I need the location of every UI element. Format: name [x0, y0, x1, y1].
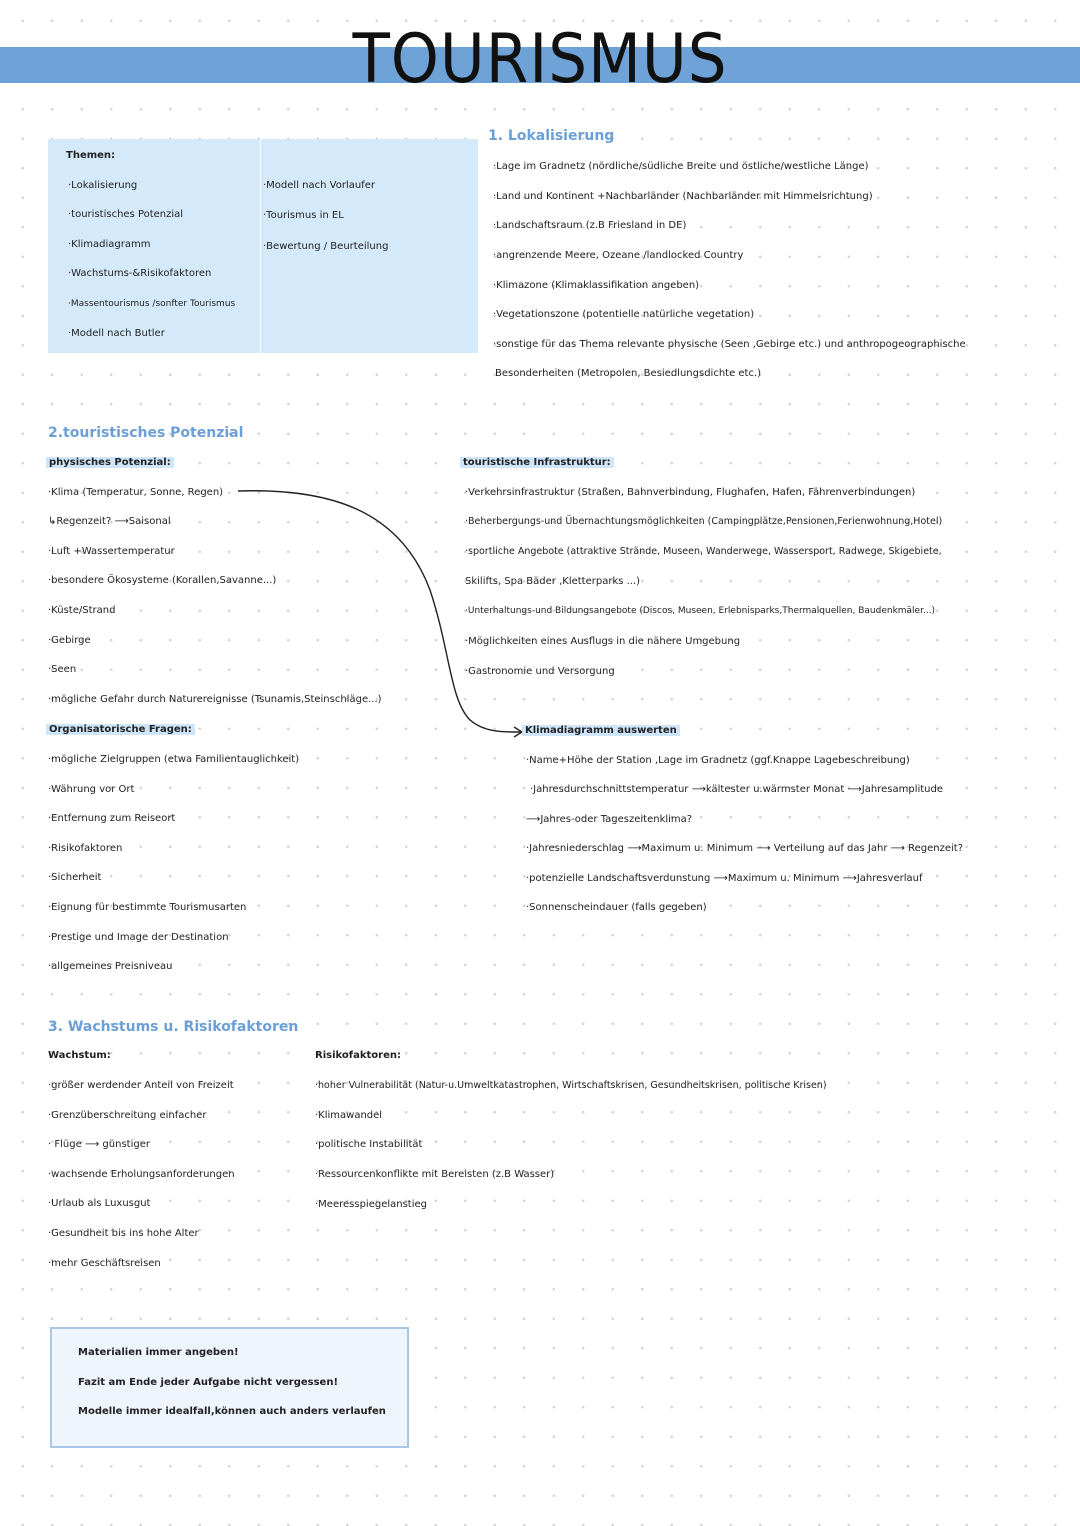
- infrastruktur-heading: touristische Infrastruktur:: [460, 457, 614, 468]
- theme-item: ·Modell nach Vorlaufer: [263, 180, 375, 191]
- wachstum-item: ·größer werdender Anteil von Freizeit: [48, 1080, 234, 1091]
- organisatorisch-item: ·Risikofaktoren: [48, 843, 123, 854]
- wachstum-item: ·Grenzüberschreitung einfacher: [48, 1110, 207, 1121]
- physisch-item: ·Seen: [48, 664, 77, 675]
- infrastruktur-item: ·Möglichkeiten eines Ausflugs in die nähere Umgebung: [465, 636, 741, 647]
- wachstum-item: · Flüge ⟶ günstiger: [48, 1139, 150, 1150]
- lokalisierung-item: ·Landschaftsraum (z.B Friesland in DE): [493, 220, 687, 231]
- theme-item: ·Massentourismus /sonfter Tourismus: [68, 299, 236, 309]
- organisatorisch-item: ·Währung vor Ort: [48, 784, 135, 795]
- section-heading-lokalisierung: 1. Lokalisierung: [488, 128, 615, 144]
- section-heading-wachstum: 3. Wachstums u. Risikofaktoren: [48, 1019, 299, 1035]
- infrastruktur-item: ·sportliche Angebote (attraktive Strände, Museen, Wanderwege, Wassersport, Radwege, Skigebiete,: [465, 546, 942, 557]
- lokalisierung-item: ·Land und Kontinent +Nachbarländer (Nachbarländer mit Himmelsrichtung): [493, 191, 873, 202]
- theme-item: ·Tourismus in EL: [263, 210, 344, 221]
- note-item: Modelle immer idealfall,können auch anders verlaufen: [78, 1406, 386, 1417]
- klimadiagramm-item: ⟶Jahres-oder Tageszeitenklima?: [526, 814, 693, 825]
- organisatorisch-item: ·Sicherheit: [48, 872, 102, 883]
- wachstum-item: ·wachsende Erholungsanforderungen: [48, 1169, 235, 1180]
- wachstum-item: ·Gesundheit bis ins hohe Alter: [48, 1228, 199, 1239]
- note-item: Materialien immer angeben!: [78, 1347, 239, 1358]
- physisch-item: ↳Regenzeit? ⟶Saisonal: [48, 516, 171, 527]
- wachstum-item: ·Urlaub als Luxusgut: [48, 1198, 151, 1209]
- organisatorisch-item: ·Entfernung zum Reiseort: [48, 813, 176, 824]
- klimadiagramm-item: ·Jahresniederschlag ⟶Maximum u. Minimum ⟶ Verteilung auf das Jahr ⟶ Regenzeit?: [526, 843, 964, 854]
- lokalisierung-item: ·angrenzende Meere, Ozeane /landlocked Country: [493, 250, 744, 261]
- risiko-item: ·hoher Vulnerabilität (Natur-u.Umweltkatastrophen, Wirtschaftskrisen, Gesundheitskrisen, politische Krisen): [315, 1080, 827, 1091]
- physisch-item: ·Küste/Strand: [48, 605, 116, 616]
- lokalisierung-item: ·Vegetationszone (potentielle natürliche vegetation): [493, 309, 755, 320]
- themes-divider: [260, 139, 261, 353]
- physisch-item: ·besondere Ökosysteme (Korallen,Savanne...): [48, 575, 277, 586]
- theme-item: ·Wachstums-&Risikofaktoren: [68, 268, 212, 279]
- infrastruktur-item: ·Unterhaltungs-und Bildungsangebote (Discos, Museen, Erlebnisparks,Thermalquellen, Baudenkmäler...): [465, 606, 936, 616]
- lokalisierung-item: ·sonstige für das Thema relevante physische (Seen ,Gebirge etc.) und anthropogeographische: [493, 339, 966, 350]
- klimadiagramm-item: ·Sonnenscheindauer (falls gegeben): [526, 902, 707, 913]
- klimadiagramm-heading: Klimadiagramm auswerten: [522, 725, 680, 736]
- klimadiagramm-item: ·Name+Höhe der Station ,Lage im Gradnetz (ggf.Knappe Lagebeschreibung): [526, 755, 910, 766]
- lokalisierung-item: ·Lage im Gradnetz (nördliche/südliche Breite und östliche/westliche Länge): [493, 161, 869, 172]
- infrastruktur-item: Skilifts, Spa Bäder ,Kletterparks ...): [465, 576, 641, 587]
- section-heading-potenzial: 2.touristisches Potenzial: [48, 425, 244, 441]
- klimadiagramm-item: ·Jahresdurchschnittstemperatur ⟶kältester u.wärmster Monat ⟶Jahresamplitude: [530, 784, 944, 795]
- theme-item: ·Bewertung / Beurteilung: [263, 241, 389, 252]
- infrastruktur-item: ·Verkehrsinfrastruktur (Straßen, Bahnverbindung, Flughafen, Hafen, Fährenverbindungen): [465, 487, 916, 498]
- physisch-item: ·Gebirge: [48, 635, 91, 646]
- page-title: TOURISMUS: [352, 20, 728, 99]
- theme-item: ·Klimadiagramm: [68, 239, 151, 250]
- organisatorisch-item: ·Prestige und Image der Destination: [48, 932, 229, 943]
- note-item: Fazit am Ende jeder Aufgabe nicht vergessen!: [78, 1377, 339, 1388]
- themes-heading: Themen:: [66, 150, 116, 161]
- organisatorisch-heading: Organisatorische Fragen:: [46, 724, 195, 735]
- risiko-item: ·Klimawandel: [315, 1110, 383, 1121]
- wachstum-heading: Wachstum:: [48, 1050, 111, 1061]
- risiko-item: ·Meeresspiegelanstieg: [315, 1199, 428, 1210]
- risiko-item: ·Ressourcenkonflikte mit Bereisten (z.B Wasser): [315, 1169, 555, 1180]
- organisatorisch-item: ·Eignung für bestimmte Tourismusarten: [48, 902, 247, 913]
- physisch-heading: physisches Potenzial:: [46, 457, 174, 468]
- organisatorisch-item: ·mögliche Zielgruppen (etwa Familientauglichkeit): [48, 754, 300, 765]
- physisch-item: ·mögliche Gefahr durch Naturereignisse (Tsunamis,Steinschläge...): [48, 694, 382, 705]
- risiko-item: ·politische Instabilität: [315, 1139, 423, 1150]
- wachstum-item: ·mehr Geschäftsreisen: [48, 1258, 161, 1269]
- infrastruktur-item: ·Beherbergungs-und Übernachtungsmöglichkeiten (Campingplätze,Pensionen,Ferienwohnung,Hotel): [465, 516, 943, 527]
- theme-item: ·Modell nach Butler: [68, 328, 165, 339]
- organisatorisch-item: ·allgemeines Preisniveau: [48, 961, 173, 972]
- risiko-heading: Risikofaktoren:: [315, 1050, 401, 1061]
- physisch-item: ·Klima (Temperatur, Sonne, Regen): [48, 487, 224, 498]
- lokalisierung-item: Besonderheiten (Metropolen, Besiedlungsdichte etc.): [495, 368, 762, 379]
- theme-item: ·touristisches Potenzial: [68, 209, 184, 220]
- theme-item: ·Lokalisierung: [68, 180, 138, 191]
- lokalisierung-item: ·Klimazone (Klimaklassifikation angeben): [493, 280, 700, 291]
- klimadiagramm-item: ·potenzielle Landschaftsverdunstung ⟶Maximum u. Minimum ⟶Jahresverlauf: [526, 873, 923, 884]
- physisch-item: ·Luft +Wassertemperatur: [48, 546, 175, 557]
- infrastruktur-item: ·Gastronomie und Versorgung: [465, 666, 615, 677]
